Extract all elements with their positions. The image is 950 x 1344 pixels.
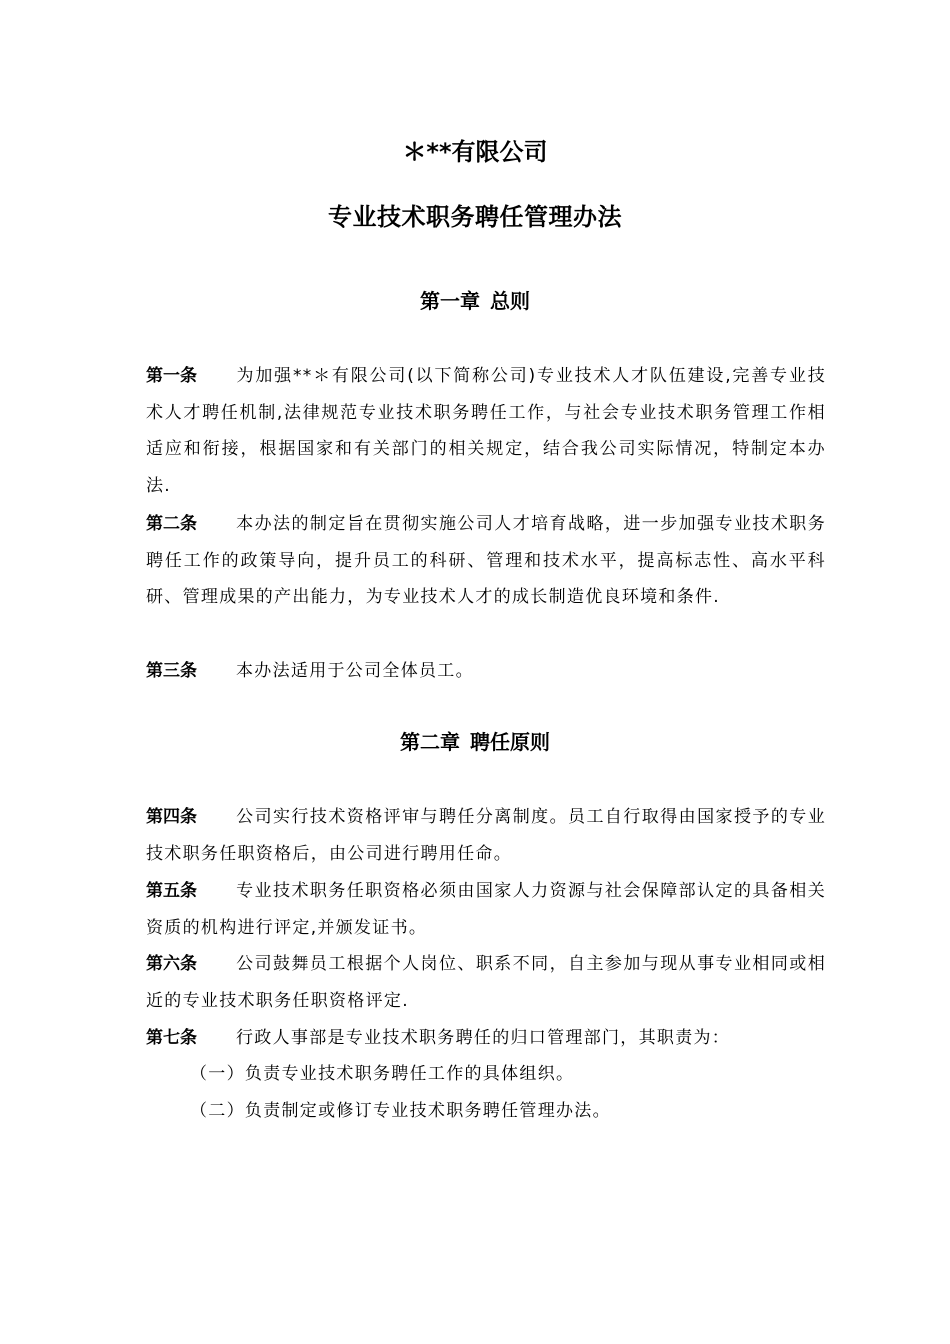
- article-label: 第七条: [146, 1028, 197, 1048]
- article-label: 第四条: [146, 807, 197, 827]
- article-5: [146, 873, 826, 946]
- company-name: ＊**有限公司: [402, 138, 548, 166]
- duty-item-1: （一）负责专业技术职务聘任工作的具体组织。: [190, 1064, 575, 1084]
- article-3: [146, 653, 826, 690]
- article-6: [146, 946, 826, 1019]
- article-7: [146, 1020, 826, 1057]
- chapter-number: 第一章: [420, 289, 480, 313]
- article-label: 第六条: [146, 954, 197, 974]
- article-label: 第五条: [146, 881, 197, 901]
- article-label: 第三条: [146, 661, 197, 681]
- article-text: 公司鼓舞员工根据个人岗位、职系不同，自主参加与现从事专业相同或相近的专业技术职务任职资格评定.: [146, 954, 826, 1011]
- article-text: 为加强**＊有限公司(以下简称公司)专业技术人才队伍建设,完善专业技术人才聘任机制,法律规范专业技术职务聘任工作，与社会专业技术职务管理工作相适应和衔接，根据国家和有关部门的相关规定，结合我公司实际情况，特制定本办法.: [146, 366, 826, 496]
- article-text: 行政人事部是专业技术职务聘任的归口管理部门，其职责为：: [236, 1028, 731, 1048]
- article-text: 本办法适用于公司全体员工。: [236, 661, 474, 681]
- article-text: 本办法的制定旨在贯彻实施公司人才培育战略，进一步加强专业技术职务聘任工作的政策导向，提升员工的科研、管理和技术水平，提高标志性、高水平科研、管理成果的产出能力，为专业技术人才的成长制造优良环境和条件.: [146, 514, 826, 607]
- article-2: [146, 506, 826, 616]
- article-label: 第二条: [146, 514, 197, 534]
- document-title: 专业技术职务聘任管理办法: [328, 203, 622, 231]
- article-label: 第一条: [146, 366, 197, 386]
- chapter-heading-1: [0, 285, 950, 317]
- article-text: 专业技术职务任职资格必须由国家人力资源与社会保障部认定的具备相关资质的机构进行评定,并颁发证书。: [146, 881, 826, 938]
- chapter-name: 聘任原则: [470, 730, 550, 754]
- article-1: [146, 358, 826, 504]
- chapter-name: 总则: [490, 289, 530, 313]
- article-text: 公司实行技术资格评审与聘任分离制度。员工自行取得由国家授予的专业技术职务任职资格后，由公司进行聘用任命。: [146, 807, 826, 864]
- chapter-heading-2: [0, 726, 950, 758]
- article-4: [146, 799, 826, 872]
- chapter-number: 第二章: [400, 730, 460, 754]
- duty-item-2: （二）负责制定或修订专业技术职务聘任管理办法。: [190, 1101, 611, 1121]
